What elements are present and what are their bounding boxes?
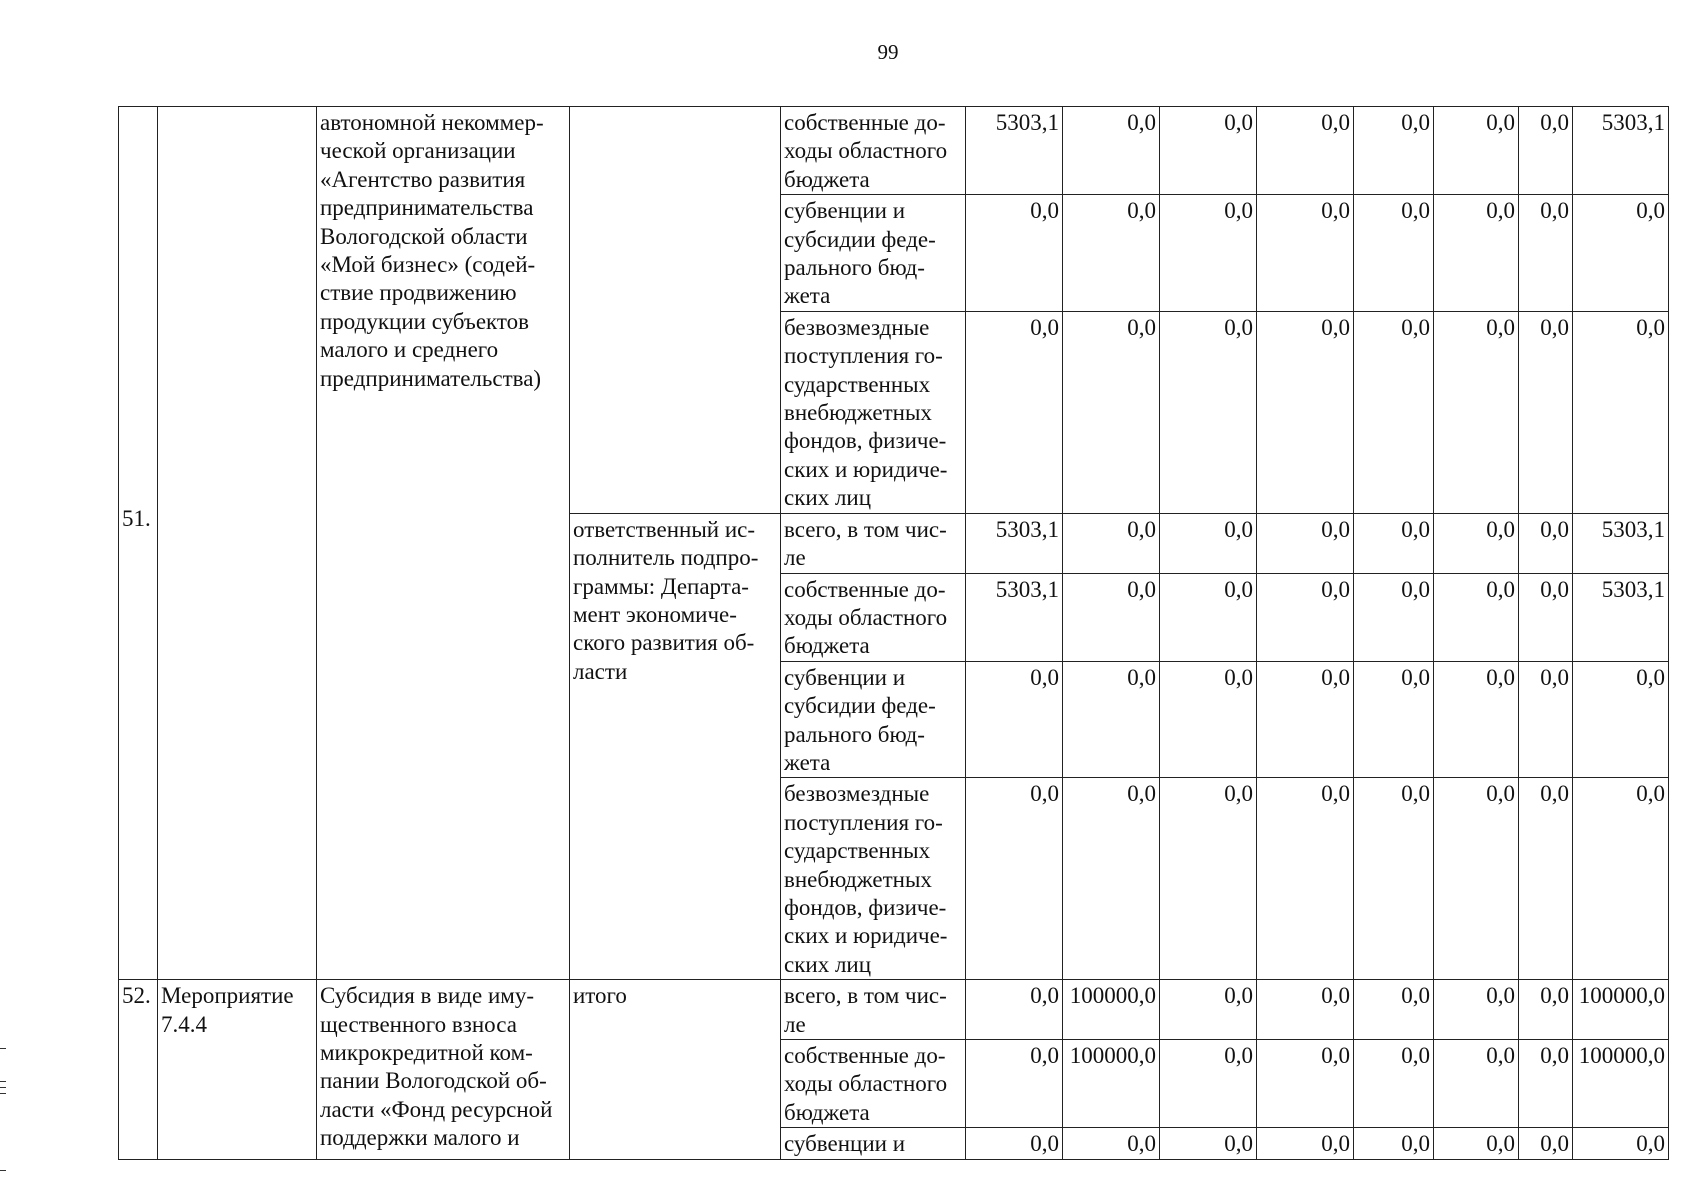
amount-cell: 0,0 [1354, 1128, 1434, 1160]
amount-cell: 0,0 [1573, 661, 1669, 778]
funding-source-cell: субвенции и [781, 1128, 966, 1160]
amount-cell: 100000,0 [1573, 1040, 1669, 1128]
amount-cell: 0,0 [1434, 573, 1519, 661]
amount-cell: 0,0 [1160, 513, 1257, 573]
amount-cell: 0,0 [1063, 1128, 1160, 1160]
amount-cell: 0,0 [1354, 778, 1434, 980]
amount-cell: 0,0 [1519, 1128, 1573, 1160]
amount-cell: 0,0 [1257, 1128, 1354, 1160]
amount-cell: 0,0 [1354, 195, 1434, 312]
amount-cell: 0,0 [1257, 311, 1354, 513]
measure-name-cell: автономной некоммер- ческой организации «Агентство развития предпринимательства Вологодской области «Мой бизнес» (содей- ствие продвижению продукции субъектов малого и среднего предпринимательства) [317, 107, 570, 980]
funding-source-cell: всего, в том чис- ле [781, 980, 966, 1040]
amount-cell: 0,0 [1063, 311, 1160, 513]
amount-cell: 0,0 [1434, 661, 1519, 778]
margin-mark [0, 1087, 6, 1088]
amount-cell: 0,0 [1354, 513, 1434, 573]
amount-cell: 0,0 [1257, 980, 1354, 1040]
amount-cell: 0,0 [1434, 107, 1519, 195]
amount-cell: 0,0 [1160, 573, 1257, 661]
amount-cell: 0,0 [1434, 311, 1519, 513]
amount-cell: 0,0 [1354, 573, 1434, 661]
amount-cell: 0,0 [1160, 980, 1257, 1040]
amount-cell: 0,0 [1257, 513, 1354, 573]
amount-cell: 5303,1 [1573, 573, 1669, 661]
amount-cell: 0,0 [1063, 778, 1160, 980]
funding-source-cell: всего, в том чис- ле [781, 513, 966, 573]
amount-cell: 0,0 [1063, 195, 1160, 312]
amount-cell: 0,0 [1519, 778, 1573, 980]
row-number-cell: 52. [119, 980, 158, 1160]
row-number-cell: 51. [119, 107, 158, 980]
amount-cell: 0,0 [966, 661, 1063, 778]
amount-cell: 0,0 [1257, 573, 1354, 661]
amount-cell: 100000,0 [1063, 980, 1160, 1040]
amount-cell: 0,0 [1160, 1040, 1257, 1128]
table-row [119, 107, 1669, 195]
amount-cell: 0,0 [1573, 311, 1669, 513]
amount-cell: 0,0 [1257, 661, 1354, 778]
amount-cell: 0,0 [1519, 195, 1573, 312]
amount-cell: 0,0 [1519, 1040, 1573, 1128]
measure-name-cell: Субсидия в виде иму- щественного взноса микрокредитной ком- пании Вологодской об- ласти «Фонд ресурсной поддержки малого и [317, 980, 570, 1160]
amount-cell: 5303,1 [966, 573, 1063, 661]
amount-cell: 0,0 [1519, 311, 1573, 513]
amount-cell: 0,0 [1354, 107, 1434, 195]
amount-cell: 0,0 [1573, 195, 1669, 312]
amount-cell: 0,0 [1160, 107, 1257, 195]
amount-cell: 5303,1 [966, 513, 1063, 573]
funding-source-cell: безвозмездные поступления го- сударственных внебюджетных фондов, физиче- ских и юридиче- ских лиц [781, 778, 966, 980]
amount-cell: 0,0 [966, 311, 1063, 513]
amount-cell: 0,0 [1160, 1128, 1257, 1160]
amount-cell: 5303,1 [966, 107, 1063, 195]
measure-cell: Мероприятие 7.4.4 [158, 980, 317, 1160]
amount-cell: 0,0 [1519, 661, 1573, 778]
amount-cell: 0,0 [1434, 1040, 1519, 1128]
amount-cell: 0,0 [966, 195, 1063, 312]
amount-cell: 0,0 [1519, 513, 1573, 573]
amount-cell: 5303,1 [1573, 107, 1669, 195]
amount-cell: 0,0 [1434, 513, 1519, 573]
amount-cell: 0,0 [1063, 573, 1160, 661]
amount-cell: 0,0 [966, 1128, 1063, 1160]
amount-cell: 0,0 [1257, 1040, 1354, 1128]
executor-cell: ответственный ис- полнитель подпро- граммы: Департа- мент экономиче- ского развития об- ласти [570, 513, 781, 980]
margin-mark [0, 1048, 6, 1049]
funding-source-cell: собственные до- ходы областного бюджета [781, 1040, 966, 1128]
amount-cell: 0,0 [1434, 1128, 1519, 1160]
amount-cell: 0,0 [1063, 107, 1160, 195]
margin-mark [0, 1093, 6, 1094]
table-row [119, 980, 1669, 1040]
amount-cell: 0,0 [1434, 778, 1519, 980]
funding-source-cell: собственные до- ходы областного бюджета [781, 107, 966, 195]
executor-cell: итого [570, 980, 781, 1160]
page-number: 99 [877, 40, 899, 64]
margin-mark [0, 1170, 6, 1171]
funding-source-cell: собственные до- ходы областного бюджета [781, 573, 966, 661]
amount-cell: 0,0 [1519, 107, 1573, 195]
executor-cell [570, 107, 781, 514]
funding-source-cell: субвенции и субсидии феде- рального бюд- жета [781, 661, 966, 778]
amount-cell: 0,0 [1063, 661, 1160, 778]
amount-cell: 0,0 [1354, 661, 1434, 778]
amount-cell: 0,0 [1160, 195, 1257, 312]
margin-mark [0, 1081, 6, 1082]
amount-cell: 0,0 [1573, 1128, 1669, 1160]
funding-source-cell: субвенции и субсидии феде- рального бюд- жета [781, 195, 966, 312]
amount-cell: 0,0 [1519, 573, 1573, 661]
amount-cell: 0,0 [1160, 778, 1257, 980]
funding-source-cell: безвозмездные поступления го- сударственных внебюджетных фондов, физиче- ских и юридиче- ских лиц [781, 311, 966, 513]
amount-cell: 0,0 [1573, 778, 1669, 980]
amount-cell: 0,0 [1354, 311, 1434, 513]
measure-cell [158, 107, 317, 980]
amount-cell: 0,0 [1434, 195, 1519, 312]
amount-cell: 0,0 [1063, 513, 1160, 573]
amount-cell: 0,0 [1257, 195, 1354, 312]
amount-cell: 100000,0 [1063, 1040, 1160, 1128]
amount-cell: 0,0 [1160, 661, 1257, 778]
amount-cell: 0,0 [1257, 778, 1354, 980]
amount-cell: 0,0 [1519, 980, 1573, 1040]
amount-cell: 100000,0 [1573, 980, 1669, 1040]
amount-cell: 0,0 [966, 980, 1063, 1040]
budget-table [118, 106, 1669, 1160]
amount-cell: 0,0 [966, 778, 1063, 980]
amount-cell: 0,0 [1354, 1040, 1434, 1128]
amount-cell: 0,0 [1354, 980, 1434, 1040]
amount-cell: 5303,1 [1573, 513, 1669, 573]
amount-cell: 0,0 [1434, 980, 1519, 1040]
amount-cell: 0,0 [1257, 107, 1354, 195]
amount-cell: 0,0 [1160, 311, 1257, 513]
amount-cell: 0,0 [966, 1040, 1063, 1128]
